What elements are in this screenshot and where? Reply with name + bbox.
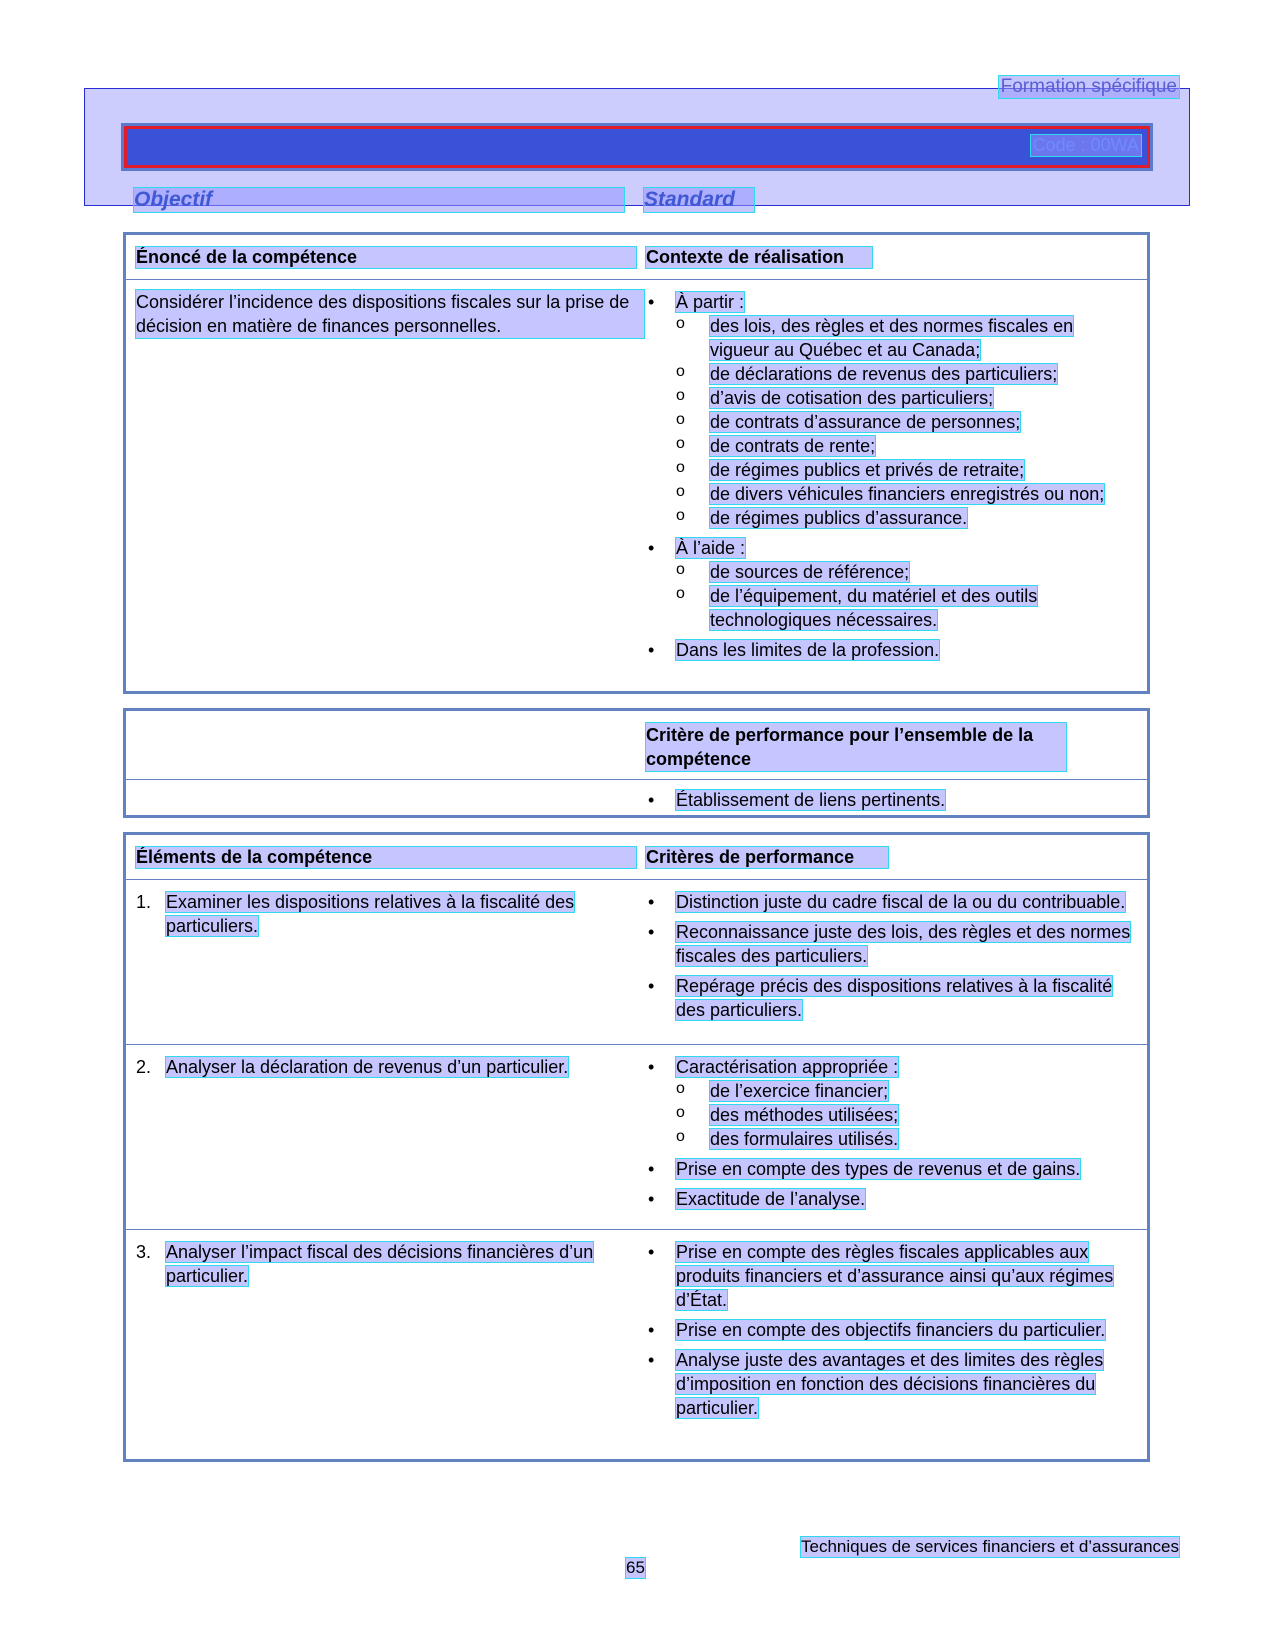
- performance-criterion: [646, 1187, 1136, 1211]
- element-text: Examiner les dispositions relatives à la fiscalité des particuliers.: [166, 892, 575, 936]
- competency-code-bar: [124, 126, 1150, 168]
- context-item: [646, 638, 1136, 662]
- table-body-row: [126, 780, 1147, 816]
- table-body-row: [126, 280, 1147, 690]
- element-row: [126, 880, 1147, 1045]
- sub-list-item-text: des formulaires utilisés.: [710, 1129, 899, 1149]
- competency-element: [136, 890, 666, 938]
- sub-list-item-text: des lois, des règles et des normes fiscales en vigueur au Québec et au Canada;: [710, 316, 1074, 360]
- performance-criterion-text: Distinction juste du cadre fiscal de la ou du contribuable.: [676, 892, 1126, 912]
- table-header-row: [126, 235, 1147, 280]
- sub-list-item: [676, 584, 1136, 632]
- table-header-row: [126, 835, 1147, 880]
- performance-criterion: [646, 1055, 1136, 1151]
- sub-list-item: [676, 560, 1136, 584]
- competency-element: [136, 1055, 666, 1079]
- performance-criterion: [646, 974, 1136, 1022]
- sub-list-item-text: de l’équipement, du matériel et des outils technologiques nécessaires.: [710, 586, 1038, 630]
- elements-criteria-table: [123, 832, 1150, 1462]
- performance-criterion: [646, 920, 1136, 968]
- sub-list-item: [676, 506, 1136, 530]
- sub-list-item: [676, 386, 1136, 410]
- context-item-text: Dans les limites de la profession.: [676, 640, 940, 660]
- element-number: 1.: [136, 892, 152, 912]
- performance-criterion-text: Prise en compte des règles fiscales applicables aux produits financiers et d’assurance ainsi qu’aux régimes d’État.: [676, 1242, 1114, 1310]
- element-row: [126, 1230, 1147, 1442]
- performance-criterion: [646, 1240, 1136, 1312]
- sub-list-item-text: de contrats de rente;: [710, 436, 876, 456]
- sub-list-item: [676, 1103, 1136, 1127]
- sub-list-item: [676, 314, 1136, 362]
- sub-list-item: [676, 362, 1136, 386]
- performance-criterion-text: Prise en compte des objectifs financiers du particulier.: [676, 1320, 1106, 1340]
- sub-list-item: [676, 458, 1136, 482]
- elements-heading: Éléments de la compétence: [136, 847, 636, 868]
- overall-criteria-heading: Critère de performance pour l’ensemble de la compétence: [646, 723, 1066, 771]
- performance-criterion: [646, 1157, 1136, 1181]
- overall-criteria-table: [123, 708, 1150, 818]
- competency-code: Code : 00WA: [1032, 135, 1139, 155]
- performance-criterion-text: Analyse juste des avantages et des limites des règles d’imposition en fonction des décisions financières du particulier.: [676, 1350, 1104, 1418]
- element-text: Analyser l’impact fiscal des décisions financières d’un particulier.: [166, 1242, 594, 1286]
- context-item-text: À l’aide :: [676, 538, 746, 558]
- performance-criterion: [646, 1318, 1136, 1342]
- sub-list-item: [676, 1127, 1136, 1151]
- context-list: [646, 290, 1136, 668]
- context-item-text: À partir :: [676, 292, 745, 312]
- competency-statement: Considérer l’incidence des dispositions fiscales sur la prise de décision en matière de finances personnelles.: [136, 290, 644, 338]
- statement-heading: Énoncé de la compétence: [136, 247, 636, 268]
- performance-criterion-text: Prise en compte des types de revenus et de gains.: [676, 1159, 1081, 1179]
- performance-criterion-text: Reconnaissance juste des lois, des règles et des normes fiscales des particuliers.: [676, 922, 1131, 966]
- criteria-heading: Critères de performance: [646, 847, 888, 868]
- sub-list-item-text: de divers véhicules financiers enregistrés ou non;: [710, 484, 1105, 504]
- sub-list-item-text: de l’exercice financier;: [710, 1081, 889, 1101]
- sub-list-item: [676, 482, 1136, 506]
- sub-list-item-text: de sources de référence;: [710, 562, 910, 582]
- context-heading: Contexte de réalisation: [646, 247, 872, 268]
- performance-criterion-text: Exactitude de l’analyse.: [676, 1189, 866, 1209]
- overall-criterion-text: Établissement de liens pertinents.: [676, 790, 946, 810]
- overall-criterion: [646, 788, 1136, 812]
- objectif-heading: Objectif: [134, 188, 624, 212]
- program-title: Techniques de services financiers et d’assurances: [801, 1537, 1179, 1556]
- sub-list-item-text: des méthodes utilisées;: [710, 1105, 899, 1125]
- sub-list-item-text: de régimes publics et privés de retraite;: [710, 460, 1025, 480]
- competency-element: [136, 1240, 666, 1288]
- sub-list-item-text: de régimes publics d’assurance.: [710, 508, 968, 528]
- section-label: Formation spécifique: [1000, 76, 1177, 97]
- sub-list-item: [676, 434, 1136, 458]
- statement-context-table: [123, 232, 1150, 694]
- sub-list-item: [676, 410, 1136, 434]
- page-number: 65: [626, 1558, 645, 1577]
- performance-criterion-text: Repérage précis des dispositions relatives à la fiscalité des particuliers.: [676, 976, 1113, 1020]
- context-item: [646, 536, 1136, 632]
- element-row: [126, 1045, 1147, 1230]
- performance-criterion: [646, 890, 1136, 914]
- sub-list-item-text: de contrats d’assurance de personnes;: [710, 412, 1021, 432]
- element-number: 2.: [136, 1057, 152, 1077]
- sub-list-item: [676, 1079, 1136, 1103]
- sub-list-item-text: de déclarations de revenus des particuliers;: [710, 364, 1058, 384]
- sub-list-item-text: d’avis de cotisation des particuliers;: [710, 388, 994, 408]
- table-header-row: [126, 711, 1147, 780]
- standard-heading: Standard: [644, 188, 754, 212]
- performance-criterion-text: Caractérisation appropriée :: [676, 1057, 899, 1077]
- element-number: 3.: [136, 1242, 152, 1262]
- element-text: Analyser la déclaration de revenus d’un particulier.: [166, 1057, 569, 1077]
- performance-criterion: [646, 1348, 1136, 1420]
- context-item: [646, 290, 1136, 530]
